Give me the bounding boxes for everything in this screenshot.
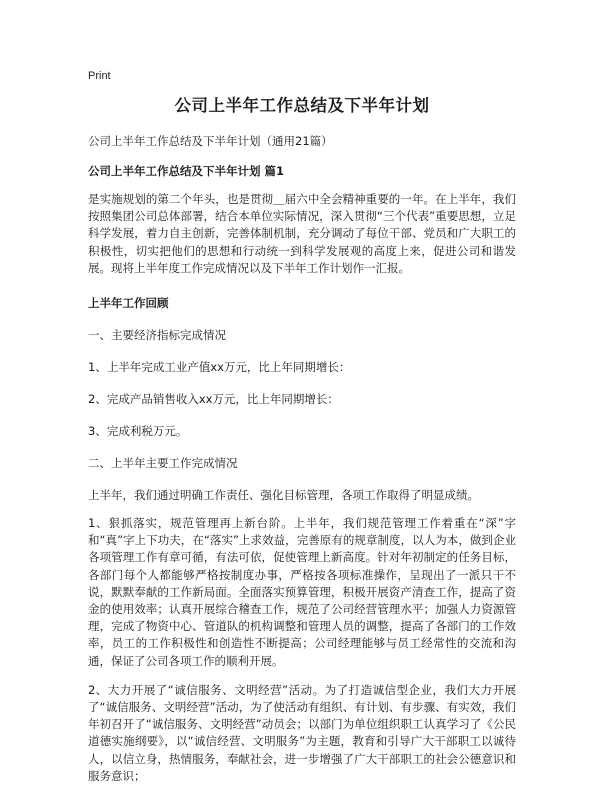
page-title: 公司上半年工作总结及下半年计划 xyxy=(174,96,430,115)
print-link[interactable]: Print xyxy=(88,70,111,82)
article-heading: 公司上半年工作总结及下半年计划 篇1 xyxy=(88,164,285,178)
intro-paragraph: 是实施规划的第二个年头，也是贯彻＿届六中全会精神重要的一年。在上半年，我们按照集团公司总体部署，结合本单位实际情况，深入贯彻“三个代表”重要思想，立足科学发展，着力自主创新，完善体制机制，充分调动了每位干部、党员和广大职工的积极性，切实把他们的思想和行动统一到科学发展观的高度上来，促进公司和谐发展。现将上半年度工作完成情况以及下半年工作计划作一汇报。 xyxy=(88,192,516,275)
summary-paragraph: 上半年，我们通过明确工作责任、强化目标管理，各项工作取得了明显成绩。 xyxy=(88,488,479,503)
body-paragraph: 2、大力开展了“诚信服务、文明经营”活动。为了打造诚信型企业，我们大力开展了“诚信服务、文明经营”活动，为了使活动有组织、有计划、有步骤、有实效，我们年初召开了“诚信服务、文明经营”动员会；以部门为单位组织职工认真学习了《公民道德实施纲要》，以“诚信经营、文明服务”为主题，教育和引导广大干部职工以诚待人，以信立身，热情服务，奉献社会，进一步增强了广大干部职工的社会公德意识和服务意识； xyxy=(88,682,516,783)
body-paragraph: 1、狠抓落实，规范管理再上新台阶。上半年，我们规范管理工作着重在“深”字和“真”字上下功夫，在“落实”上求效益，完善原有的规章制度，以人为本，做到企业各项管理工作有章可循，有法可依，促使管理上新高度。针对年初制定的任务目标，各部门每个人都能够严格按制度办事，严格按各项标准操作，呈现出了一派只干不说，默默奉献的工作新局面。全面落实预算管理，积极开展资产清查工作，提高了资金的使用效率；认真开展综合稽查工作，规范了公司经营管理水平；加强人力资源管理，完成了物资中心、管道队的机构调整和管理人员的调整，提高了各部门的工作效率，员工的工作积极性和创造性不断提高；公司经理能够与员工经常性的交流和沟通，保证了公司各项工作的顺利开展。 xyxy=(88,516,516,668)
subheading-indicators: 一、主要经济指标完成情况 xyxy=(88,328,226,343)
section-heading-review: 上半年工作回顾 xyxy=(88,296,169,311)
list-item: 3、完成利税万元。 xyxy=(88,424,188,439)
subheading-work: 二、上半年主要工作完成情况 xyxy=(88,456,238,471)
list-item: 2、完成产品销售收入xx万元，比上年同期增长： xyxy=(88,392,339,407)
document-subtitle: 公司上半年工作总结及下半年计划（通用21篇） xyxy=(88,134,333,148)
list-item: 1、上半年完成工业产值xx万元，比上年同期增长： xyxy=(88,360,351,375)
document-body xyxy=(88,94,516,785)
